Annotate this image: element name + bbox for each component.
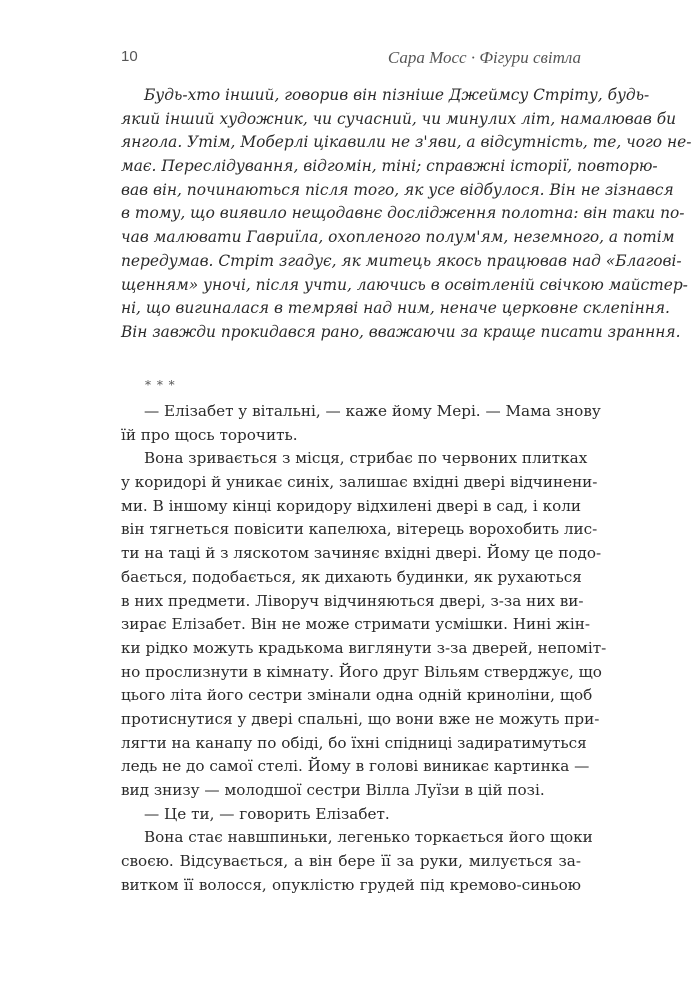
text-line: передумав. Стріт згадує, як митець якось працював над «Благові-	[121, 251, 682, 270]
text-line: Вона зривається з місця, стрибає по червоних плитках	[144, 449, 588, 468]
italic-paragraph	[121, 84, 692, 345]
text-line: який інший художник, чи сучасний, чи минулих літ, намалював би	[121, 109, 677, 128]
text-line: в них предмети. Ліворуч відчиняються двері, з-за них ви-	[121, 591, 584, 610]
text-line: лягти на канапу по обіді, бо їхні спідниці задиратимуться	[121, 733, 587, 752]
text-line: їй про щось торочить.	[121, 425, 298, 444]
text-line: чав малювати Гавриїла, охопленого полум'ям, неземного, а потім	[121, 228, 675, 247]
text-line: ки рідко можуть крадькома виглянути з-за дверей, непоміт-	[121, 638, 607, 657]
text-line: протиснутися у двері спальні, що вони вже не можуть при-	[121, 709, 600, 728]
text-line: — Елізабет у вітальні, — каже йому Мері. — Мама знову	[144, 402, 601, 420]
text-line: ні, що вигиналася в темряві над ним, неначе церковне склепіння.	[121, 299, 670, 318]
text-line: в тому, що виявило нещодавнє дослідження полотна: він таки по-	[121, 204, 685, 223]
text-line: ми. В іншому кінці коридору відхилені двері в сад, і коли	[121, 496, 582, 515]
text-line: но прослизнути в кімнату. Його друг Вільям стверджує, що	[121, 662, 602, 681]
main-text	[121, 400, 607, 897]
text-line: має. Переслідування, відгомін, тіні; справжні історії, повторю-	[121, 157, 658, 176]
text-line: він тягнеться повісити капелюха, вітерець ворохобить лис-	[121, 520, 598, 539]
text-line: своєю. Відсувається, а він бере її за руки, милується за-	[121, 852, 581, 871]
text-line: янгола. Утім, Моберлі цікавили не з'яви, а відсутність, те, чого не-	[121, 133, 692, 152]
text-line: вав він, починаються після того, як усе відбулося. Він не зізнався	[121, 180, 674, 199]
text-line: щенням» уночі, після учти, лаючись в освітленій свічкою майстер-	[121, 275, 688, 294]
text-line: — Це ти, — говорить Елізабет.	[144, 804, 390, 823]
text-line: бається, подобається, як дихають будинки, як рухаються	[121, 567, 582, 586]
text-line: Будь-хто інший, говорив він пізніше Джеймсу Стріту, будь-	[144, 86, 650, 104]
text-line: ледь не до самої стелі. Йому в голові виникає картинка —	[121, 757, 590, 776]
text-line: цього літа його сестри змінали одна одній криноліни, щоб	[121, 686, 593, 705]
text-line: Вона стає навшпиньки, легенько торкається його щоки	[144, 828, 593, 847]
text-line: зирає Елізабет. Він не може стримати усмішки. Нині жін-	[121, 615, 591, 634]
text-line: витком її волосся, опуклістю грудей під кремово-синьою	[121, 875, 581, 894]
text-line: у коридорі й уникає синіх, залишає вхідні двері відчинени-	[121, 473, 598, 492]
page-number: 10	[121, 48, 138, 65]
text-line: вид знизу — молодшої сестри Вілла Луїзи в цій позі.	[121, 781, 545, 799]
text-line: ти на таці й з ляскотом зачиняє вхідні двері. Йому це подо-	[121, 544, 602, 563]
text-line: Він завжди прокидався рано, вважаючи за краще писати зранння.	[121, 322, 681, 341]
running-title: Сара Мосс · Фігури світла	[387, 48, 581, 67]
section-separator: * * *	[145, 378, 176, 392]
